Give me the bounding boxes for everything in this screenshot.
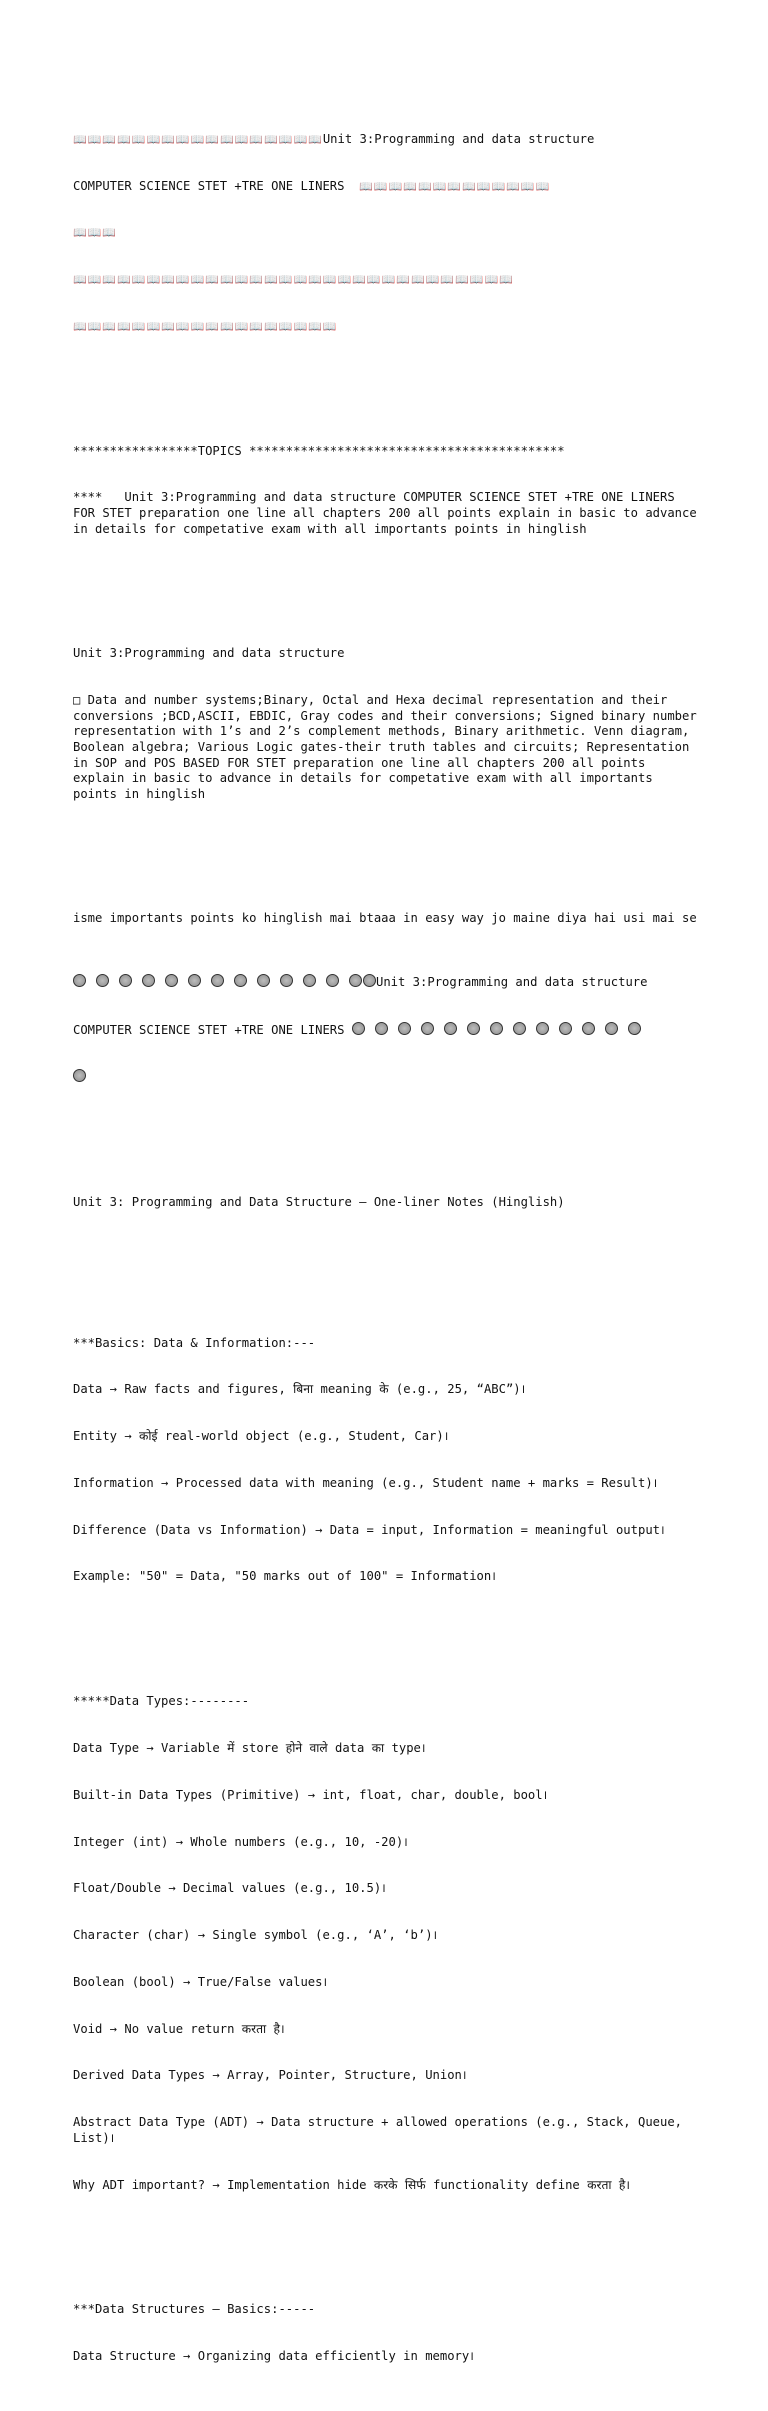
circle-icon: [559, 1022, 572, 1035]
circle-icon: [234, 974, 247, 987]
types-line: Derived Data Types → Array, Pointer, Structure, Union।: [73, 2068, 467, 2083]
types-line: Boolean (bool) → True/False values।: [73, 1974, 328, 1989]
book-emoji-row-icon: 📖📖📖📖📖📖📖📖📖📖📖📖📖📖📖📖📖: [73, 132, 323, 146]
circle-icon: [280, 974, 293, 987]
book-emoji-row-icon: 📖📖📖📖📖📖📖📖📖📖📖📖📖📖📖📖📖📖: [73, 319, 338, 333]
header-line-2: [73, 179, 703, 195]
circle-icon: [513, 1022, 526, 1035]
book-emoji-row-icon: 📖📖📖📖📖📖📖📖📖📖📖📖📖📖📖📖📖📖📖📖📖📖📖📖📖📖📖📖📖📖: [73, 273, 514, 287]
circle-icon: [119, 974, 132, 987]
circle-icon: [375, 1022, 388, 1035]
circle-icon: [605, 1022, 618, 1035]
circle-row: [352, 1023, 641, 1037]
circle-icon: [363, 974, 376, 987]
circle-line-1: [73, 974, 703, 991]
types-line: Integer (int) → Whole numbers (e.g., 10, -20)।: [73, 1834, 408, 1849]
header-line-5: [73, 319, 703, 335]
circle-icon: [257, 974, 270, 987]
types-line: Abstract Data Type (ADT) → Data structure + allowed operations (e.g., Stack, Queue, List)।: [73, 2115, 690, 2145]
circle-icon: [628, 1022, 641, 1035]
header-line-3: [73, 225, 703, 241]
circle-icon: [421, 1022, 434, 1035]
types-line: Void → No value return करता है।: [73, 2021, 285, 2036]
circle-icon: [444, 1022, 457, 1035]
topics-heading: *****************TOPICS *******************************************: [73, 443, 565, 458]
circle-icon: [73, 974, 86, 987]
circle-line-subtitle: COMPUTER SCIENCE STET +TRE ONE LINERS: [73, 1022, 352, 1037]
book-emoji-row-icon: 📖📖📖: [73, 226, 118, 240]
circle-icon: [536, 1022, 549, 1035]
types-line: Data Type → Variable में store होने वाले data का type।: [73, 1740, 426, 1755]
header-line-4: [73, 272, 703, 288]
header-title: Unit 3:Programming and data structure: [322, 131, 595, 146]
topics-description: **** Unit 3:Programming and data structure COMPUTER SCIENCE STET +TRE ONE LINERS FOR STET preparation one line all chapters 200 all points explain in basic to advance in details for competative exam with all importants points in hinglish: [73, 490, 705, 536]
circle-icon: [73, 1069, 86, 1082]
circle-icon: [490, 1022, 503, 1035]
types-line: Float/Double → Decimal values (e.g., 10.5)।: [73, 1881, 386, 1896]
header-subtitle: COMPUTER SCIENCE STET +TRE ONE LINERS: [73, 178, 360, 193]
circle-icon: [352, 1022, 365, 1035]
circle-icon: [467, 1022, 480, 1035]
circle-line-3: [73, 1069, 703, 1086]
circle-icon: [142, 974, 155, 987]
unit-syllabus: □ Data and number systems;Binary, Octal and Hexa decimal representation and their conversions ;BCD,ASCII, EBDIC, Gray codes and their conversions; Signed binary number representation with 1’s and 2’s complement methods, Binary arithmetic. Venn diagram, Boolean algebra; Various Logic gates-their truth tables and circuits; Representation in SOP and POS BASED FOR STET preparation one line all chapters 200 all points explain in basic to advance in details for competative exam with all importants points in hinglish: [73, 693, 705, 801]
unit-title: Unit 3:Programming and data structure: [73, 646, 345, 661]
circle-icon: [96, 974, 109, 987]
circle-icon: [211, 974, 224, 987]
basics-line: Difference (Data vs Information) → Data = input, Information = meaningful output।: [73, 1522, 665, 1537]
circle-icon: [582, 1022, 595, 1035]
header-line-1: [73, 132, 703, 148]
circle-icon: [165, 974, 178, 987]
circle-icon: [188, 974, 201, 987]
basics-heading: ***Basics: Data & Information:---: [73, 1335, 316, 1350]
circle-line-title: Unit 3:Programming and data structure: [376, 974, 648, 989]
circle-icon: [349, 974, 362, 987]
types-line: Built-in Data Types (Primitive) → int, float, char, double, bool।: [73, 1787, 548, 1802]
types-line: Character (char) → Single symbol (e.g., ‘A’, ‘b’)।: [73, 1928, 438, 1943]
circle-icon: [398, 1022, 411, 1035]
types-heading: *****Data Types:--------: [73, 1694, 250, 1709]
instruction-text: isme importants points ko hinglish mai btaaa in easy way jo maine diya hai usi mai se: [73, 911, 697, 926]
book-emoji-row-icon: 📖📖📖📖📖📖📖📖📖📖📖📖📖: [359, 179, 551, 193]
circle-icon: [303, 974, 316, 987]
basics-line: Data → Raw facts and figures, बिना meaning के (e.g., 25, “ABC”)।: [73, 1382, 526, 1397]
structures-line: Data Structure → Organizing data efficiently in memory।: [73, 2349, 474, 2364]
circle-icon: [326, 974, 339, 987]
circle-row: [73, 975, 376, 989]
structures-heading: ***Data Structures – Basics:-----: [73, 2302, 316, 2317]
types-line: Why ADT important? → Implementation hide करके सिर्फ functionality define करता है।: [73, 2177, 630, 2192]
basics-line: Entity → कोई real-world object (e.g., Student, Car)।: [73, 1429, 449, 1444]
notes-title: Unit 3: Programming and Data Structure – One-liner Notes (Hinglish): [73, 1195, 565, 1210]
circle-line-2: [73, 1022, 703, 1039]
basics-line: Example: "50" = Data, "50 marks out of 100" = Information।: [73, 1569, 496, 1584]
basics-line: Information → Processed data with meaning (e.g., Student name + marks = Result)।: [73, 1475, 658, 1490]
document-text: [73, 85, 703, 2411]
